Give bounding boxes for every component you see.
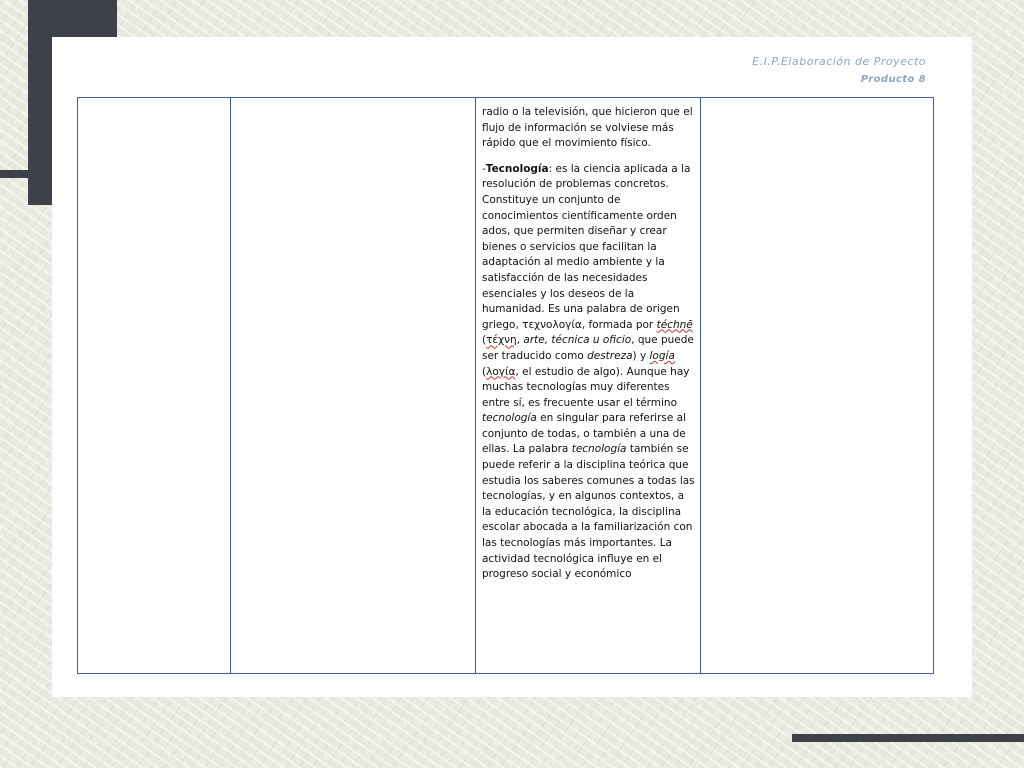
text-y: ) y <box>632 349 650 362</box>
table-cell-col1 <box>78 98 231 674</box>
text-formada-por: , formada por <box>581 318 657 331</box>
cell-text-block <box>476 98 700 583</box>
header-title: E.I.P.Elaboración de Proyecto <box>752 55 926 68</box>
decorative-bottom-bar <box>792 734 1024 742</box>
term-destreza: destreza <box>587 349 633 362</box>
table-row <box>78 98 934 674</box>
greek-word-techne: τέχνη <box>486 334 517 347</box>
table-cell-col4 <box>701 98 934 674</box>
term-techne: téchnē <box>656 318 693 331</box>
table-cell-col3 <box>476 98 701 674</box>
term-arte-tecnica-oficio: arte, técnica u oficio <box>523 334 632 347</box>
text-estudio: , el estudio de algo). Aunque hay muchas tecnologías muy diferentes entre sí, es frecuente usar el término <box>482 365 690 409</box>
term-logia: logía <box>649 349 675 362</box>
decorative-left-bar <box>0 170 52 178</box>
header-subtitle: Producto 8 <box>860 74 926 85</box>
text-dash: - <box>482 162 486 175</box>
greek-word-technologia: τεχνολογία <box>522 318 582 331</box>
term-tecnologia-italic-2: tecnología <box>571 443 627 456</box>
text-paren-open-2: ( <box>482 365 487 378</box>
text-comma: , <box>516 334 524 347</box>
table-cell-col2 <box>231 98 476 674</box>
paragraph-tecnologia <box>482 162 696 583</box>
slide-page <box>52 37 972 697</box>
text-conclusion: también se puede referir a la disciplina teórica que estudia los saberes comunes a todas las tecnologías, y en algunos contextos, a la educación tecnológica, la disciplina escolar abocada a la familiarización con las tecnologías más importantes. La actividad tecnológica influye en el progreso social y económico <box>482 443 695 581</box>
text-paren-open: ( <box>482 334 487 347</box>
greek-word-logia: λογία <box>486 365 516 378</box>
text-singular: en singular para referirse al conjunto de todas, o también a una de ellas. La palabra <box>482 412 687 456</box>
text-definition: : es la ciencia aplicada a la resolución de problemas concretos. Constituye un conjunto de conocimientos científicamente orden ados, que permiten diseñar y crear bienes o servicios que facilitan la adaptación al medio ambiente y la satisfacción de las necesidades esenciales y los deseos de la humanidad. Es una palabra de origen griego, <box>482 162 691 331</box>
content-table <box>77 97 934 674</box>
term-tecnologia: Tecnología <box>485 162 549 175</box>
text-traducido: , que puede ser traducido como <box>482 334 694 362</box>
slide-header <box>752 55 926 87</box>
term-tecnologia-italic-1: tecnología <box>482 412 537 425</box>
paragraph-intro: radio o la televisión, que hicieron que el flujo de información se volviese más rápido que el movimiento físico. <box>482 106 693 150</box>
